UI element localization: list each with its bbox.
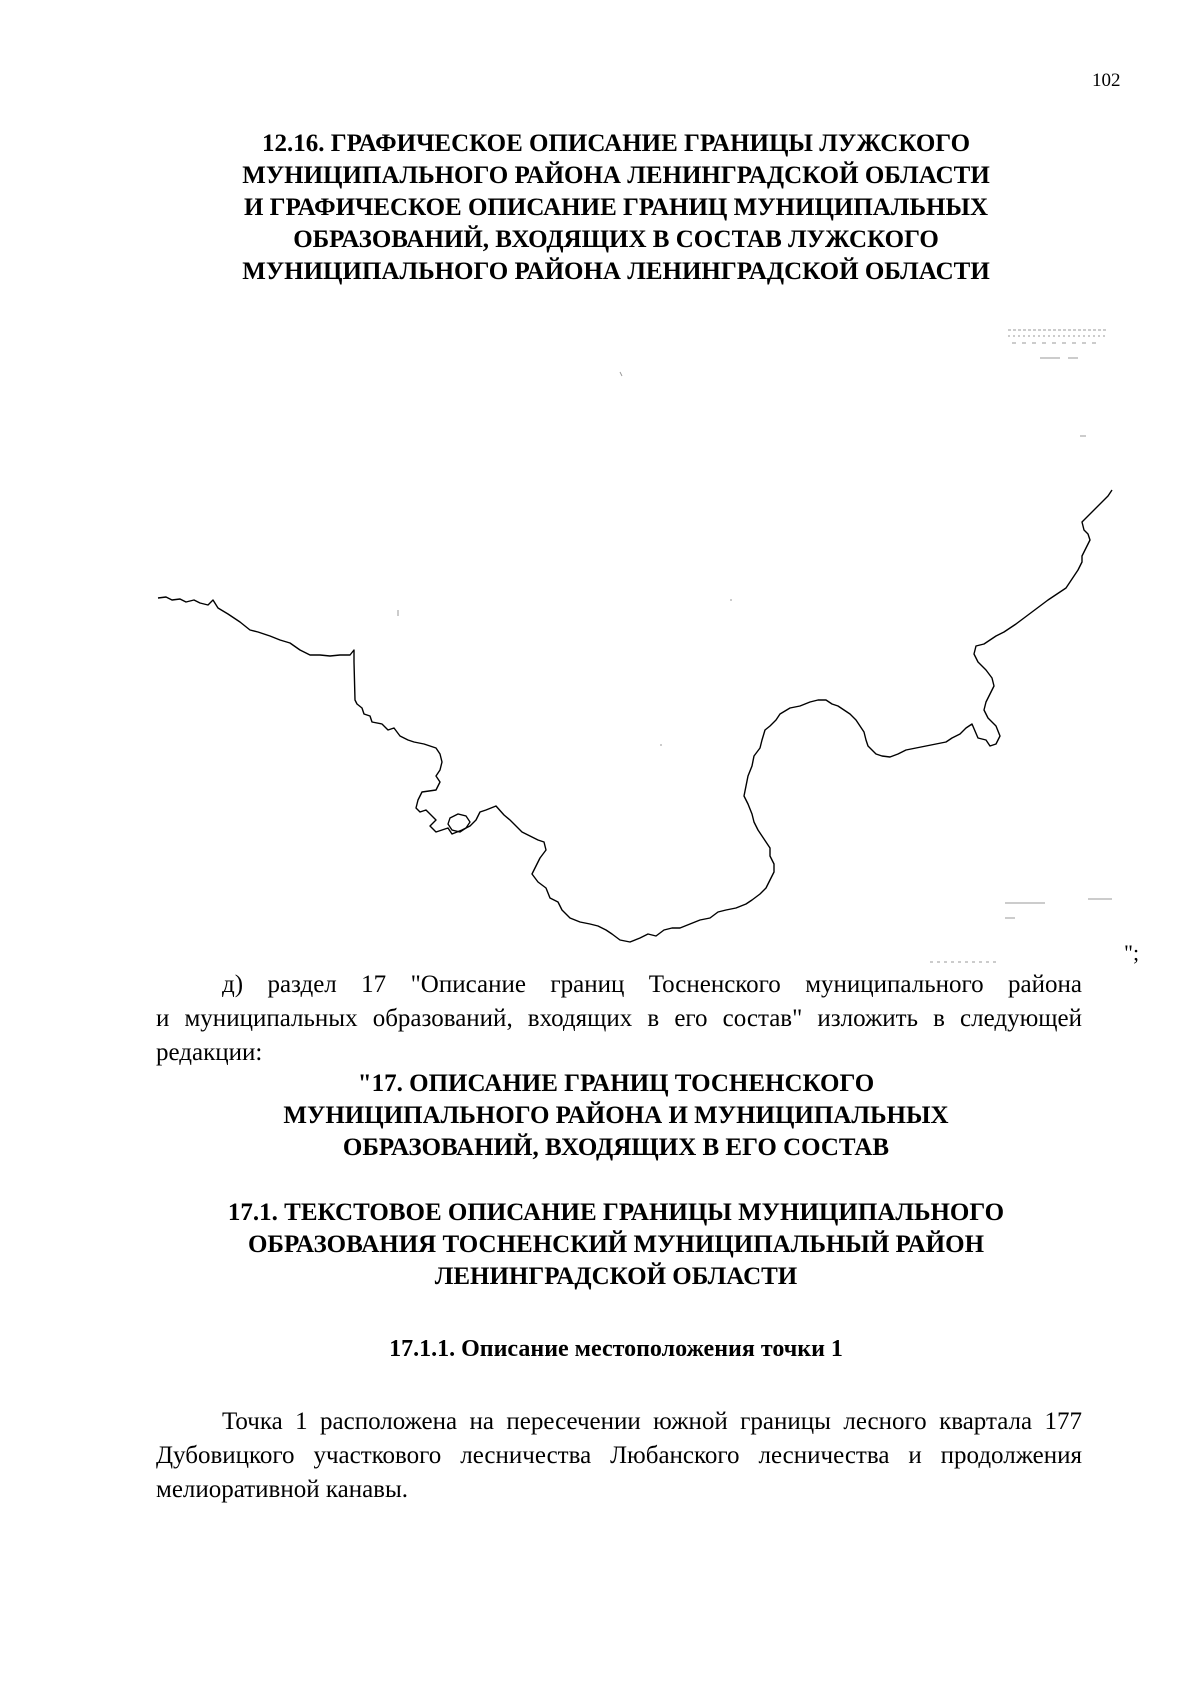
title-line: МУНИЦИПАЛЬНОГО РАЙОНА ЛЕНИНГРАДСКОЙ ОБЛАСТИ [242, 258, 990, 285]
section-17-title [150, 1068, 1082, 1164]
title-line: ОБРАЗОВАНИЯ ТОСНЕНСКИЙ МУНИЦИПАЛЬНЫЙ РАЙОН [247, 1231, 985, 1258]
title-line: МУНИЦИПАЛЬНОГО РАЙОНА ЛЕНИНГРАДСКОЙ ОБЛАСТИ [242, 162, 990, 189]
page-number: 102 [1092, 70, 1121, 91]
title-line: 12.16. ГРАФИЧЕСКОЕ ОПИСАНИЕ ГРАНИЦЫ ЛУЖСКОГО [261, 130, 971, 157]
title-line: "17. ОПИСАНИЕ ГРАНИЦ ТОСНЕНСКОГО [357, 1070, 875, 1097]
point-1-description [156, 1405, 1082, 1507]
paragraph-line: Точка 1 расположена на пересечении южной границы лесного квартала 177 [222, 1408, 1082, 1435]
title-line: ОБРАЗОВАНИЙ, ВХОДЯЩИХ В СОСТАВ ЛУЖСКОГО [293, 226, 939, 253]
map-faint-marks [398, 330, 1112, 962]
paragraph-line: Дубовицкого участкового лесничества Любанского лесничества и продолжения [156, 1442, 1082, 1469]
boundary-map [0, 300, 1200, 980]
paragraph-line: и муниципальных образований, входящих в его состав" изложить в следующей [156, 1005, 1082, 1032]
title-line: ЛЕНИНГРАДСКОЙ ОБЛАСТИ [434, 1263, 798, 1290]
title-line: МУНИЦИПАЛЬНОГО РАЙОНА И МУНИЦИПАЛЬНЫХ [283, 1102, 949, 1129]
title-line: И ГРАФИЧЕСКОЕ ОПИСАНИЕ ГРАНИЦ МУНИЦИПАЛЬНЫХ [243, 194, 989, 221]
paragraph-line: д) раздел 17 "Описание границ Тосненского муниципального района [222, 971, 1082, 998]
paragraph-line: редакции: [156, 1039, 263, 1066]
section-17-1-1-title [150, 1333, 1082, 1365]
boundary-enclave [448, 814, 470, 832]
map-end-mark: "; [1124, 940, 1140, 965]
section-12-16-title [150, 128, 1082, 288]
title-line: 17.1. ТЕКСТОВОЕ ОПИСАНИЕ ГРАНИЦЫ МУНИЦИПАЛЬНОГО [227, 1199, 1005, 1226]
title-line: ОБРАЗОВАНИЙ, ВХОДЯЩИХ В ЕГО СОСТАВ [342, 1134, 890, 1161]
title-line: 17.1.1. Описание местоположения точки 1 [389, 1336, 843, 1362]
district-boundary-line [158, 490, 1112, 942]
paragraph-line: мелиоративной канавы. [156, 1476, 409, 1503]
section-17-1-title [150, 1197, 1082, 1293]
amendment-paragraph [156, 968, 1082, 1070]
